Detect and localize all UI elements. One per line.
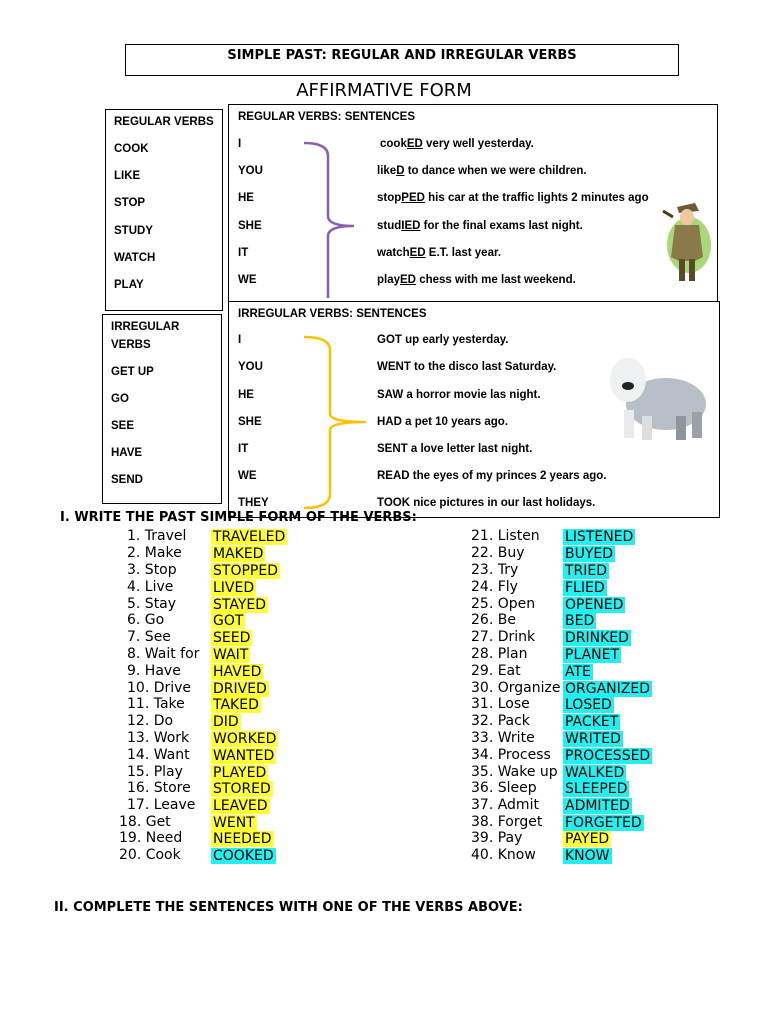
pronoun: THEY — [238, 497, 269, 509]
answer-field[interactable]: ATE — [565, 664, 591, 680]
pronoun: SHE — [238, 220, 262, 232]
answer-field[interactable]: WAIT — [213, 647, 249, 663]
irregular-sentences-header: IRREGULAR VERBS: SENTENCES — [238, 308, 427, 320]
answer-field[interactable]: BUYED — [565, 546, 614, 562]
exercise-item: 8. Wait for — [127, 646, 200, 662]
irregular-verbs-header-line2: VERBS — [111, 339, 151, 351]
regular-verb-item: STOP — [114, 197, 146, 209]
regular-verb-item: PLAY — [114, 279, 144, 291]
regular-sentences-header: REGULAR VERBS: SENTENCES — [238, 111, 415, 123]
exercise-item: 3. Stop — [127, 562, 177, 578]
answer-field[interactable]: LIVED — [213, 580, 255, 596]
exercise-item: 27. Drink — [471, 629, 536, 645]
exercise-item: 6. Go — [127, 612, 165, 628]
irregular-sentence: TOOK nice pictures in our last holidays. — [377, 497, 596, 509]
answer-field[interactable]: SLEEPED — [565, 781, 628, 797]
exercise-item: 28. Plan — [471, 646, 528, 662]
exercise-item: 5. Stay — [127, 596, 177, 612]
pronoun: IT — [238, 247, 249, 259]
regular-sentence: watchED E.T. last year. — [377, 247, 502, 259]
irregular-bracket-icon — [300, 334, 370, 512]
regular-verb-item: COOK — [114, 143, 149, 155]
answer-field[interactable]: STOPPED — [213, 563, 278, 579]
irregular-verb-item: HAVE — [111, 447, 143, 459]
answer-field[interactable]: OPENED — [565, 597, 624, 613]
irregular-sentence: SAW a horror movie las night. — [377, 389, 541, 401]
answer-field[interactable]: COOKED — [213, 848, 274, 864]
exercise-item: 26. Be — [471, 612, 516, 628]
sheepdog-illustration-icon — [606, 350, 708, 445]
answer-field[interactable]: WANTED — [213, 748, 275, 764]
answer-field[interactable]: ADMITED — [565, 798, 630, 814]
exercise-item: 13. Work — [127, 730, 190, 746]
irregular-sentence: SENT a love letter last night. — [377, 443, 533, 455]
pronoun: WE — [238, 274, 257, 286]
pronoun: HE — [238, 192, 254, 204]
answer-field[interactable]: KNOW — [565, 848, 610, 864]
exercise-item: 29. Eat — [471, 663, 521, 679]
answer-field[interactable]: PAYED — [565, 831, 610, 847]
exercise-item: 32. Pack — [471, 713, 530, 729]
affirmative-form-heading: AFFIRMATIVE FORM — [296, 80, 472, 101]
answer-field[interactable]: LOSED — [565, 697, 612, 713]
exercise-item: 25. Open — [471, 596, 536, 612]
answer-field[interactable]: WENT — [213, 815, 255, 831]
answer-field[interactable]: BED — [565, 613, 595, 629]
answer-field[interactable]: FLIED — [565, 580, 605, 596]
answer-field[interactable]: FORGETED — [565, 815, 642, 831]
exercise-item: 11. Take — [127, 696, 185, 712]
exercise-item: 36. Sleep — [471, 780, 537, 796]
pronoun: I — [238, 334, 242, 346]
exercise-item: 14. Want — [127, 747, 190, 763]
exercise-item: 34. Process — [471, 747, 551, 763]
regular-verb-item: LIKE — [114, 170, 141, 182]
answer-field[interactable]: LEAVED — [213, 798, 268, 814]
answer-field[interactable]: LISTENED — [565, 529, 634, 545]
exercise-item: 35. Wake up — [471, 764, 558, 780]
exercise-item: 1. Travel — [127, 528, 187, 544]
answer-field[interactable]: HAVED — [213, 664, 262, 680]
exercise-item: 9. Have — [127, 663, 181, 679]
exercise-item: 24. Fly — [471, 579, 518, 595]
answer-field[interactable]: PLANET — [565, 647, 620, 663]
answer-field[interactable]: DRINKED — [565, 630, 629, 646]
exercise-item: 10. Drive — [127, 680, 192, 696]
irregular-verbs-list — [102, 314, 222, 504]
exercise-item: 40. Know — [471, 847, 536, 863]
exercise-item: 17. Leave — [127, 797, 196, 813]
answer-field[interactable]: STAYED — [213, 597, 267, 613]
exercise-item: 20. Cook — [119, 847, 181, 863]
section-1-heading: I. WRITE THE PAST SIMPLE FORM OF THE VERBS: — [60, 510, 417, 525]
pronoun: YOU — [238, 361, 263, 373]
irregular-sentence: GOT up early yesterday. — [377, 334, 509, 346]
exercise-item: 18. Get — [119, 814, 171, 830]
answer-field[interactable]: DRIVED — [213, 681, 267, 697]
pronoun: HE — [238, 389, 254, 401]
pronoun: IT — [238, 443, 249, 455]
irregular-sentence: READ the eyes of my princes 2 years ago. — [377, 470, 607, 482]
answer-field[interactable]: PACKET — [565, 714, 619, 730]
exercise-item: 19. Need — [119, 830, 183, 846]
regular-sentence: studIED for the final exams last night. — [377, 220, 583, 232]
irregular-sentence: HAD a pet 10 years ago. — [377, 416, 509, 428]
regular-verbs-header: REGULAR VERBS — [114, 116, 214, 128]
pronoun: I — [238, 138, 242, 150]
exercise-item: 23. Try — [471, 562, 519, 578]
regular-bracket-icon — [300, 140, 360, 300]
regular-verb-item: WATCH — [114, 252, 156, 264]
regular-verbs-list — [105, 109, 223, 311]
answer-field[interactable]: TAKED — [213, 697, 259, 713]
answer-field[interactable]: TRIED — [565, 563, 608, 579]
answer-field[interactable]: TRAVELED — [213, 529, 286, 545]
regular-sentence: cookED very well yesterday. — [380, 138, 534, 150]
irregular-verb-item: GET UP — [111, 366, 154, 378]
detective-illustration-icon — [655, 195, 715, 290]
answer-field[interactable]: PLAYED — [213, 765, 267, 781]
exercise-item: 33. Write — [471, 730, 535, 746]
exercise-item: 37. Admit — [471, 797, 539, 813]
answer-field[interactable]: STORED — [213, 781, 271, 797]
exercise-item: 38. Forget — [471, 814, 543, 830]
answer-field[interactable]: SEED — [213, 630, 251, 646]
answer-field[interactable]: NEEDED — [213, 831, 272, 847]
pronoun: YOU — [238, 165, 263, 177]
irregular-verb-item: SEND — [111, 474, 143, 486]
exercise-item: 30. Organize — [471, 680, 561, 696]
irregular-sentence: WENT to the disco last Saturday. — [377, 361, 557, 373]
irregular-verbs-header-line1: IRREGULAR — [111, 321, 180, 333]
exercise-item: 12. Do — [127, 713, 174, 729]
answer-field[interactable]: MAKED — [213, 546, 264, 562]
exercise-item: 22. Buy — [471, 545, 525, 561]
answer-field[interactable]: ORGANIZED — [565, 681, 650, 697]
pronoun: WE — [238, 470, 257, 482]
answer-field[interactable]: WORKED — [213, 731, 277, 747]
answer-field[interactable]: WRITED — [565, 731, 621, 747]
irregular-verb-item: GO — [111, 393, 129, 405]
regular-sentence: stopPED his car at the traffic lights 2 minutes ago — [377, 192, 649, 204]
worksheet-title-box — [125, 44, 679, 76]
section-2-heading: II. COMPLETE THE SENTENCES WITH ONE OF THE VERBS ABOVE: — [54, 900, 523, 915]
exercise-item: 39. Pay — [471, 830, 523, 846]
exercise-item: 4. Live — [127, 579, 174, 595]
exercise-item: 21. Listen — [471, 528, 540, 544]
exercise-item: 2. Make — [127, 545, 182, 561]
exercise-item: 31. Lose — [471, 696, 530, 712]
exercise-item: 16. Store — [127, 780, 191, 796]
regular-verb-item: STUDY — [114, 225, 153, 237]
exercise-item: 15. Play — [127, 764, 183, 780]
worksheet-title: SIMPLE PAST: REGULAR AND IRREGULAR VERBS — [227, 48, 577, 63]
exercise-item: 7. See — [127, 629, 171, 645]
answer-field[interactable]: WALKED — [565, 765, 625, 781]
irregular-verb-item: SEE — [111, 420, 135, 432]
regular-sentence: playED chess with me last weekend. — [377, 274, 576, 286]
regular-sentence: likeD to dance when we were children. — [377, 165, 587, 177]
answer-field[interactable]: PROCESSED — [565, 748, 651, 764]
answer-field[interactable]: GOT — [213, 613, 244, 629]
answer-field[interactable]: DID — [213, 714, 239, 730]
pronoun: SHE — [238, 416, 262, 428]
